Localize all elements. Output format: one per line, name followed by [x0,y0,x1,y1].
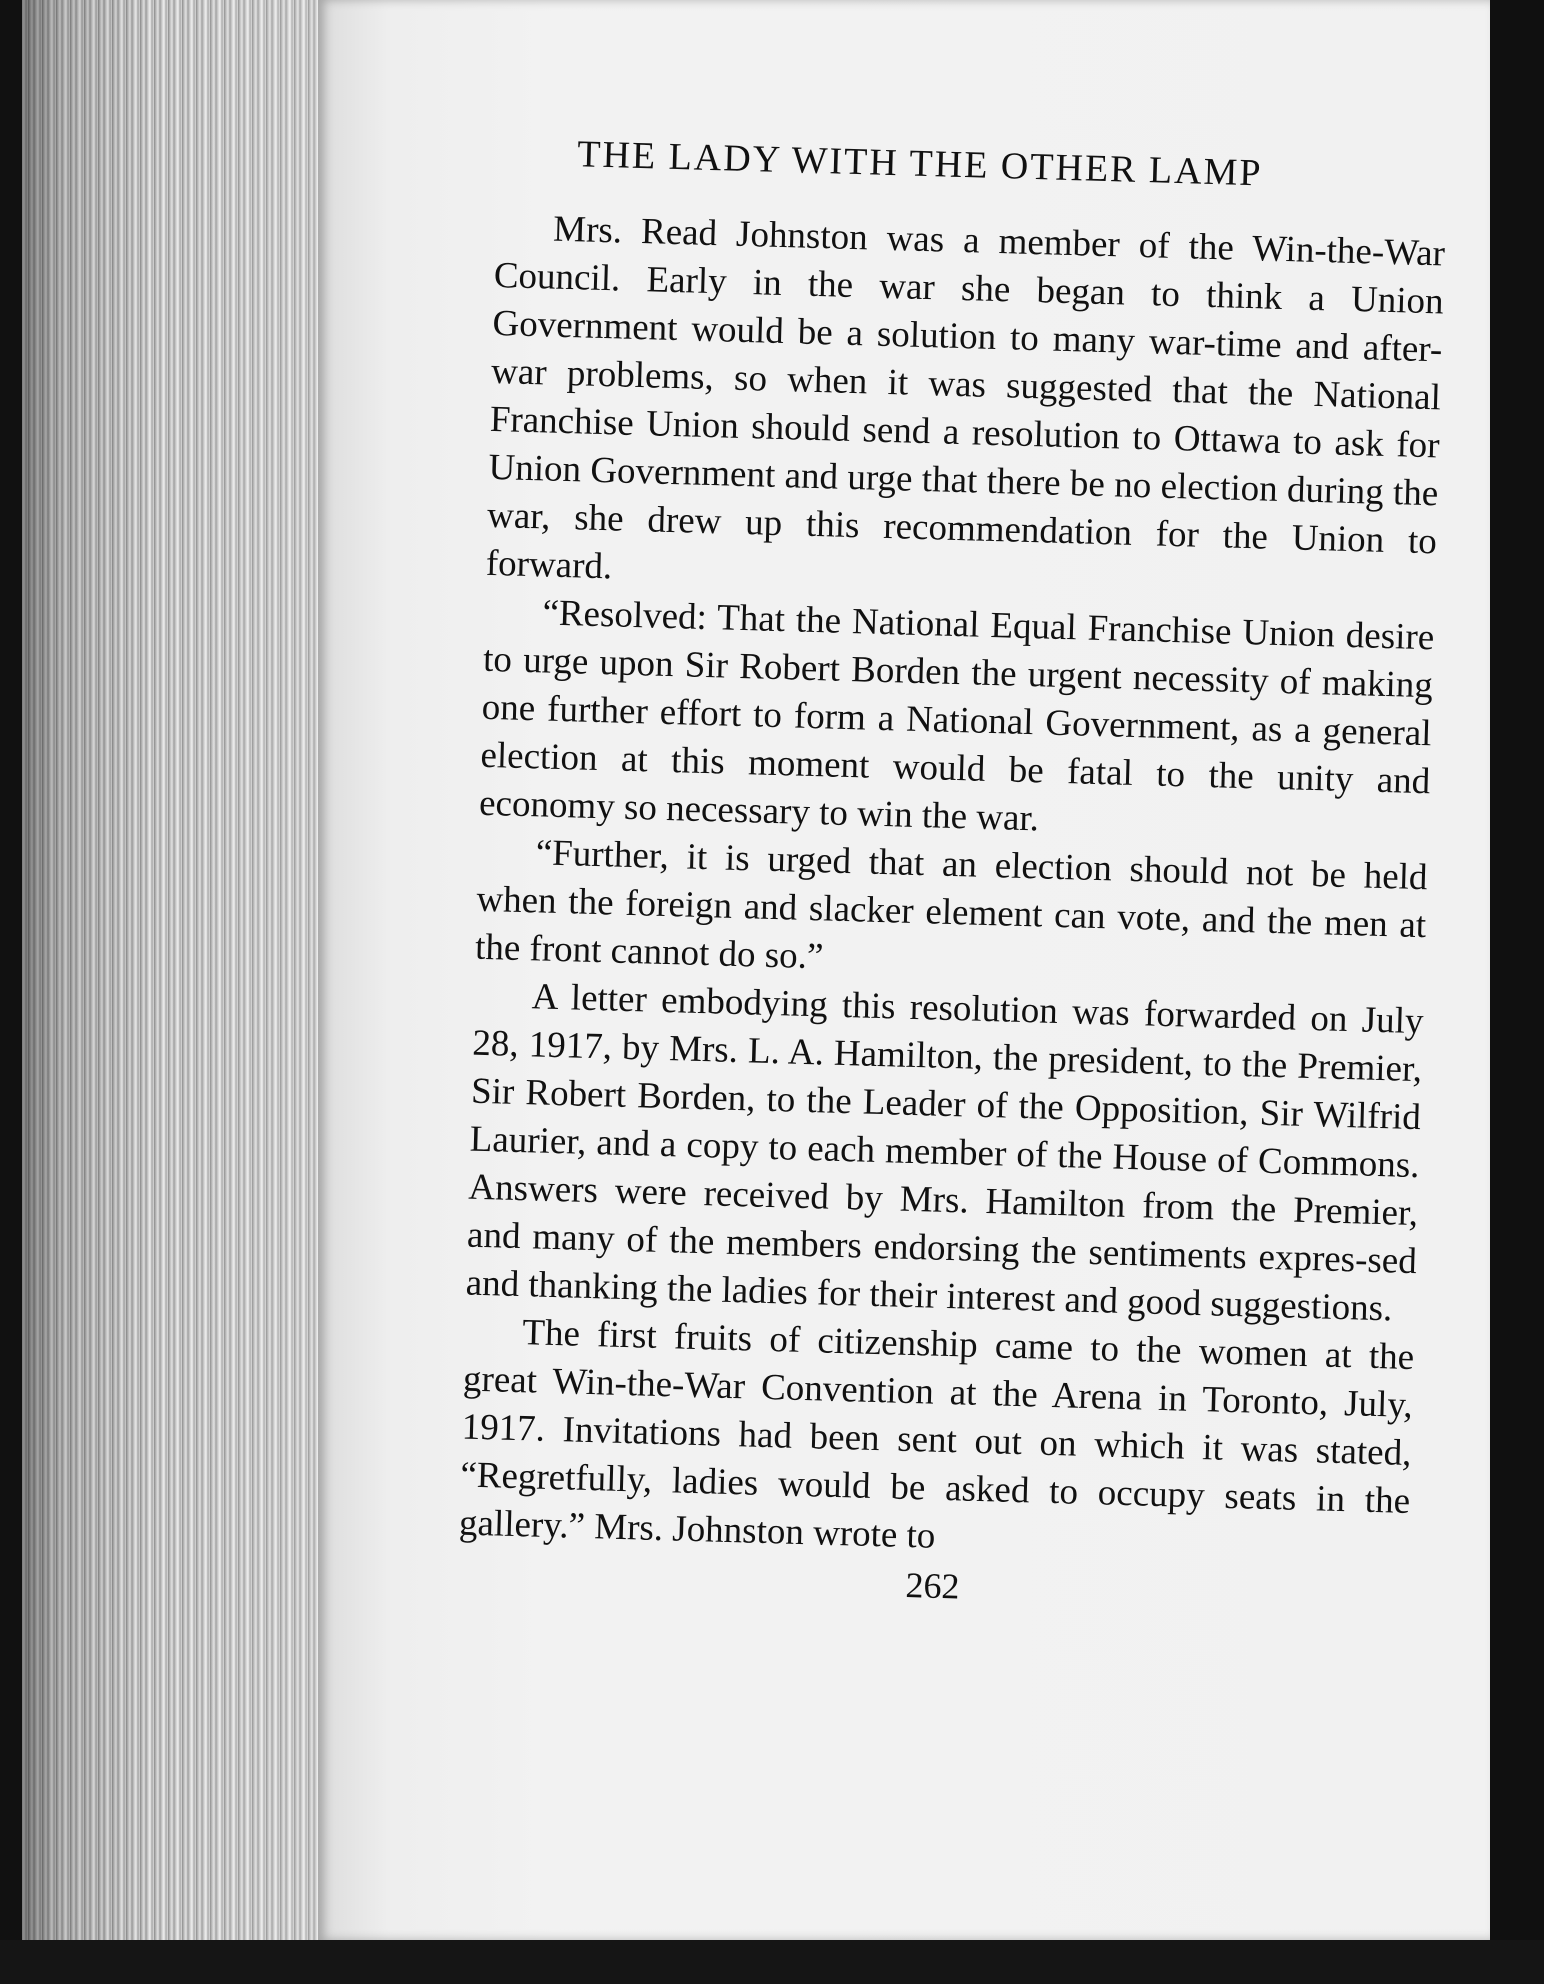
paragraph-1: Mrs. Read Johnston was a member of the Win-the-War Council. Early in the war she began to think a Union Government would be a solution to many war-time and after-war problems, so when it was suggested that the National Franchise Union should send a resolution to Ottawa to ask for Union Government and urge that there be no election during the war, she drew up this recommendation for the Union to forward. [485,208,1446,588]
book-binding-shadow [0,0,22,1984]
paragraph-4: A letter embodying this resolution was forwarded on July 28, 1917, by Mrs. L. A. Hamilton, the president, to the Premier, Sir Robert Borden, to the Leader of the Opposition, Sir Wilfrid Laurier, and a copy to each member of the House of Commons. Answers were received by Mrs. Hamilton from the Premier, and many of the members endorsing the sentiments expres-sed and thanking the ladies for their interest and good suggestions. [465,976,1425,1330]
running-head: THE LADY WITH THE OTHER LAMP [576,133,1264,195]
page-number: 262 [904,1564,961,1607]
page-text-block [457,130,1448,1620]
paragraph-2: “Resolved: That the National Equal Franchise Union desire to urge upon Sir Robert Borden the urgent necessity of making one further effort to form a National Government, as a general election at this moment would be fatal to the unity and economy so necessary to win the war. [478,592,1435,840]
page-right-margin-dark [1490,0,1544,1984]
book-page-edges [0,0,340,1984]
scan-bottom-band [0,1940,1544,1984]
paragraph-5: The first fruits of citizenship came to the women at the great Win-the-War Convention at the Arena in Toronto, July, 1917. Invitations had been sent out on which it was stated, “Regretfully, ladies would be asked to occupy seats in the gallery.” Mrs. Johnston wrote to [458,1312,1415,1557]
paragraph-3: “Further, it is urged that an election should not be held when the foreign and slacker element can vote, and the men at the front cannot do so.” [474,832,1429,978]
